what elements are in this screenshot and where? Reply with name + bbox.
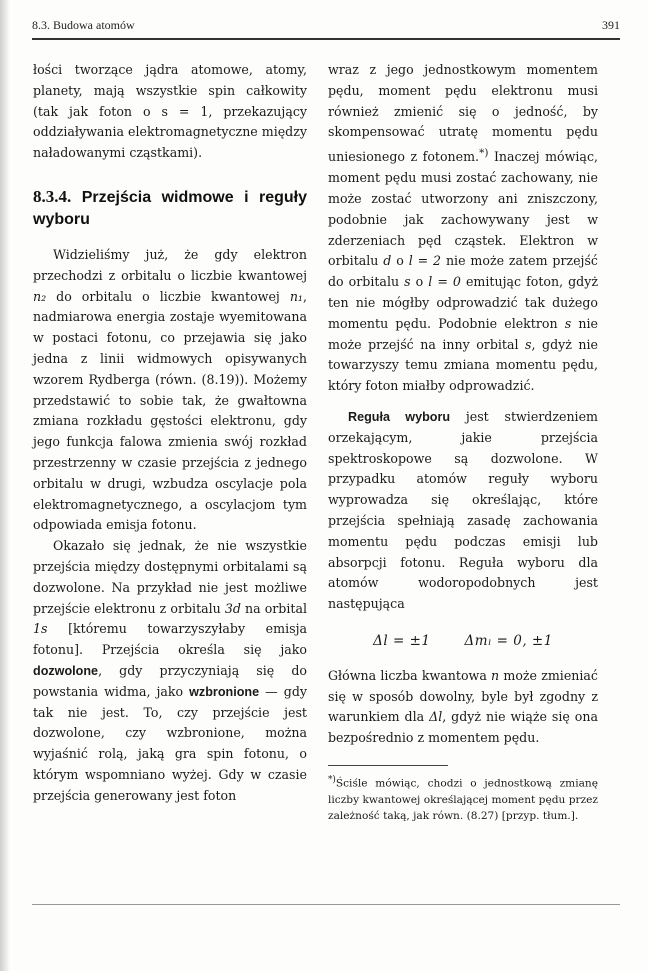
text-run: do orbitalu o liczbie kwantowej <box>46 288 290 304</box>
footnote-rule <box>328 765 448 766</box>
math-s: s <box>564 315 572 331</box>
paragraph-principal-quantum <box>328 666 598 749</box>
text-run: nie może przejść na inny orbital <box>328 315 598 352</box>
text-run: o <box>410 274 429 290</box>
math-s: s <box>525 336 532 352</box>
text-run: Widzieliśmy już, że gdy elektron przechodzi z orbitalu o liczbie kwantowej <box>33 246 307 283</box>
text-run: , gdyż nie wiąże się ona bezpośrednio z momentem pędu. <box>328 709 598 746</box>
math-l-equals-0: l = 0 <box>428 274 461 290</box>
section-heading-title: Przejścia widmowe i reguły wyboru <box>33 188 308 228</box>
math-orbital-1s: 1s <box>33 621 48 637</box>
paragraph-angular-momentum <box>328 60 598 397</box>
text-run: wraz z jego jednostkowym momentem pędu, moment pędu elektronu musi również zmienić się o jedność, by skompensować utratę momentu pędu uniesionego z fotonem. <box>328 62 598 165</box>
selection-rule-formula <box>328 631 598 652</box>
text-run: na orbital <box>240 600 307 616</box>
footnote-text: Ściśle mówiąc, chodzi o jednostkową zmianę liczby kwantowej określającej moment pędu przez zależność taką, jak równ. (8.27) [przyp. tłum.]. <box>328 777 598 823</box>
math-n1: n₁ <box>289 288 303 304</box>
left-column <box>33 60 307 807</box>
section-heading <box>33 186 307 231</box>
text-run: , gdy przyczyniają się do powstania widma, jako <box>33 662 307 699</box>
paragraph-selection-rule <box>328 407 598 615</box>
paragraph-continued: łości tworzące jądra atomowe, atomy, planety, mają wszystkie spin całkowity (tak jak foton o s = 1, przekazujący oddziaływania elektromagnetyczne między naładowanymi cząstkami). <box>33 62 307 161</box>
text-run: emitując foton, gdyż ten nie mógłby odprowadzić tak dużego momentu pędu. Podobnie elektron <box>328 274 598 331</box>
running-header <box>32 18 620 36</box>
binding-shadow <box>0 0 10 971</box>
footnote-marker: *) <box>328 774 336 785</box>
formula-delta-l: Δl = ±1 <box>373 632 431 649</box>
footnote <box>328 772 598 825</box>
math-delta-l: Δl <box>429 709 443 725</box>
text-run: o <box>391 253 409 269</box>
math-n: n <box>491 667 500 683</box>
text-run: — gdy tak nie jest. To, czy przejście jest dozwolone, czy wzbronione, można wyjaśnić rolą, jaką gra spin fotonu, o którym wspomniano wyżej. Gdy w czasie przejścia generowany jest foton <box>33 683 307 803</box>
text-run: nie może zatem przejść do orbitalu <box>328 253 598 290</box>
math-d: d <box>383 253 392 269</box>
section-heading-number: 8.3.4. <box>33 186 72 206</box>
formula-delta-ml: Δmₗ = 0, ±1 <box>464 632 553 649</box>
keyword-selection-rule: Reguła wyboru <box>348 409 451 424</box>
math-orbital-3d: 3d <box>224 600 241 616</box>
footnote-marker: *) <box>479 147 489 160</box>
math-s: s <box>404 274 411 290</box>
header-section-title: 8.3. Budowa atomów <box>32 18 135 32</box>
page-number: 391 <box>602 18 620 32</box>
text-run: Inaczej mówiąc, moment pędu musi zostać zachowany, nie może zostać utworzony ani zniszczony, podobnie jak zachowywany jest w zderzeniach pęd cząstek. Elektron w orbitalu <box>328 149 598 269</box>
bottom-rule <box>32 904 620 905</box>
keyword-allowed: dozwolone <box>33 663 99 678</box>
text-run: jest stwierdzeniem orzekającym, jakie przejścia spektroskopowe są dozwolone. W przypadku atomów reguły wyboru wyprowadza się określając, które przejścia spełniają zasadę zachowania momentu pędu podczas emisji lub absorpcji fotonu. Reguła wyboru dla atomów wodoropodobnych jest następująca <box>328 408 598 612</box>
right-column <box>328 60 598 825</box>
text-run: [któremu towarzyszyłaby emisja fotonu]. Przejścia określa się jako <box>33 621 307 658</box>
math-l-equals-2: l = 2 <box>408 253 442 269</box>
text-run: Okazało się jednak, że nie wszystkie przejścia między dostępnymi orbitalami są dozwolone. Na przykład nie jest możliwe przejście elektronu z orbitalu <box>33 538 307 616</box>
text-run: Główna liczba kwantowa <box>328 667 492 683</box>
keyword-forbidden: wzbronione <box>189 684 260 699</box>
math-n2: n₂ <box>33 288 47 304</box>
text-run: , nadmiarowa energia zostaje wyemitowana w postaci fotonu, co przejawia się jako jedna z linii widmowych opisywanych wzorem Rydberga (równ. (8.19)). Możemy przedstawić to sobie tak, że gwałtowna zmiana rozkładu gęstości elektronu, gdy jego funkcja falowa zmienia swój rozkład przestrzenny w czasie przejścia z jednego orbitalu w drugi, wzbudza oscylacje pola elektromagnetycznego, a oscylacjom tym odpowiada emisja fotonu. <box>33 288 307 533</box>
text-run: , gdyż nie towarzyszy temu zmiana momentu pędu, który foton miałby odprowadzić. <box>328 336 598 394</box>
header-rule <box>32 38 620 40</box>
paragraph-allowed-forbidden <box>33 536 307 806</box>
paragraph-spectral-lines <box>33 245 307 536</box>
text-run: może zmieniać się w sposób dowolny, byle był zgodny z warunkiem dla <box>328 667 598 725</box>
